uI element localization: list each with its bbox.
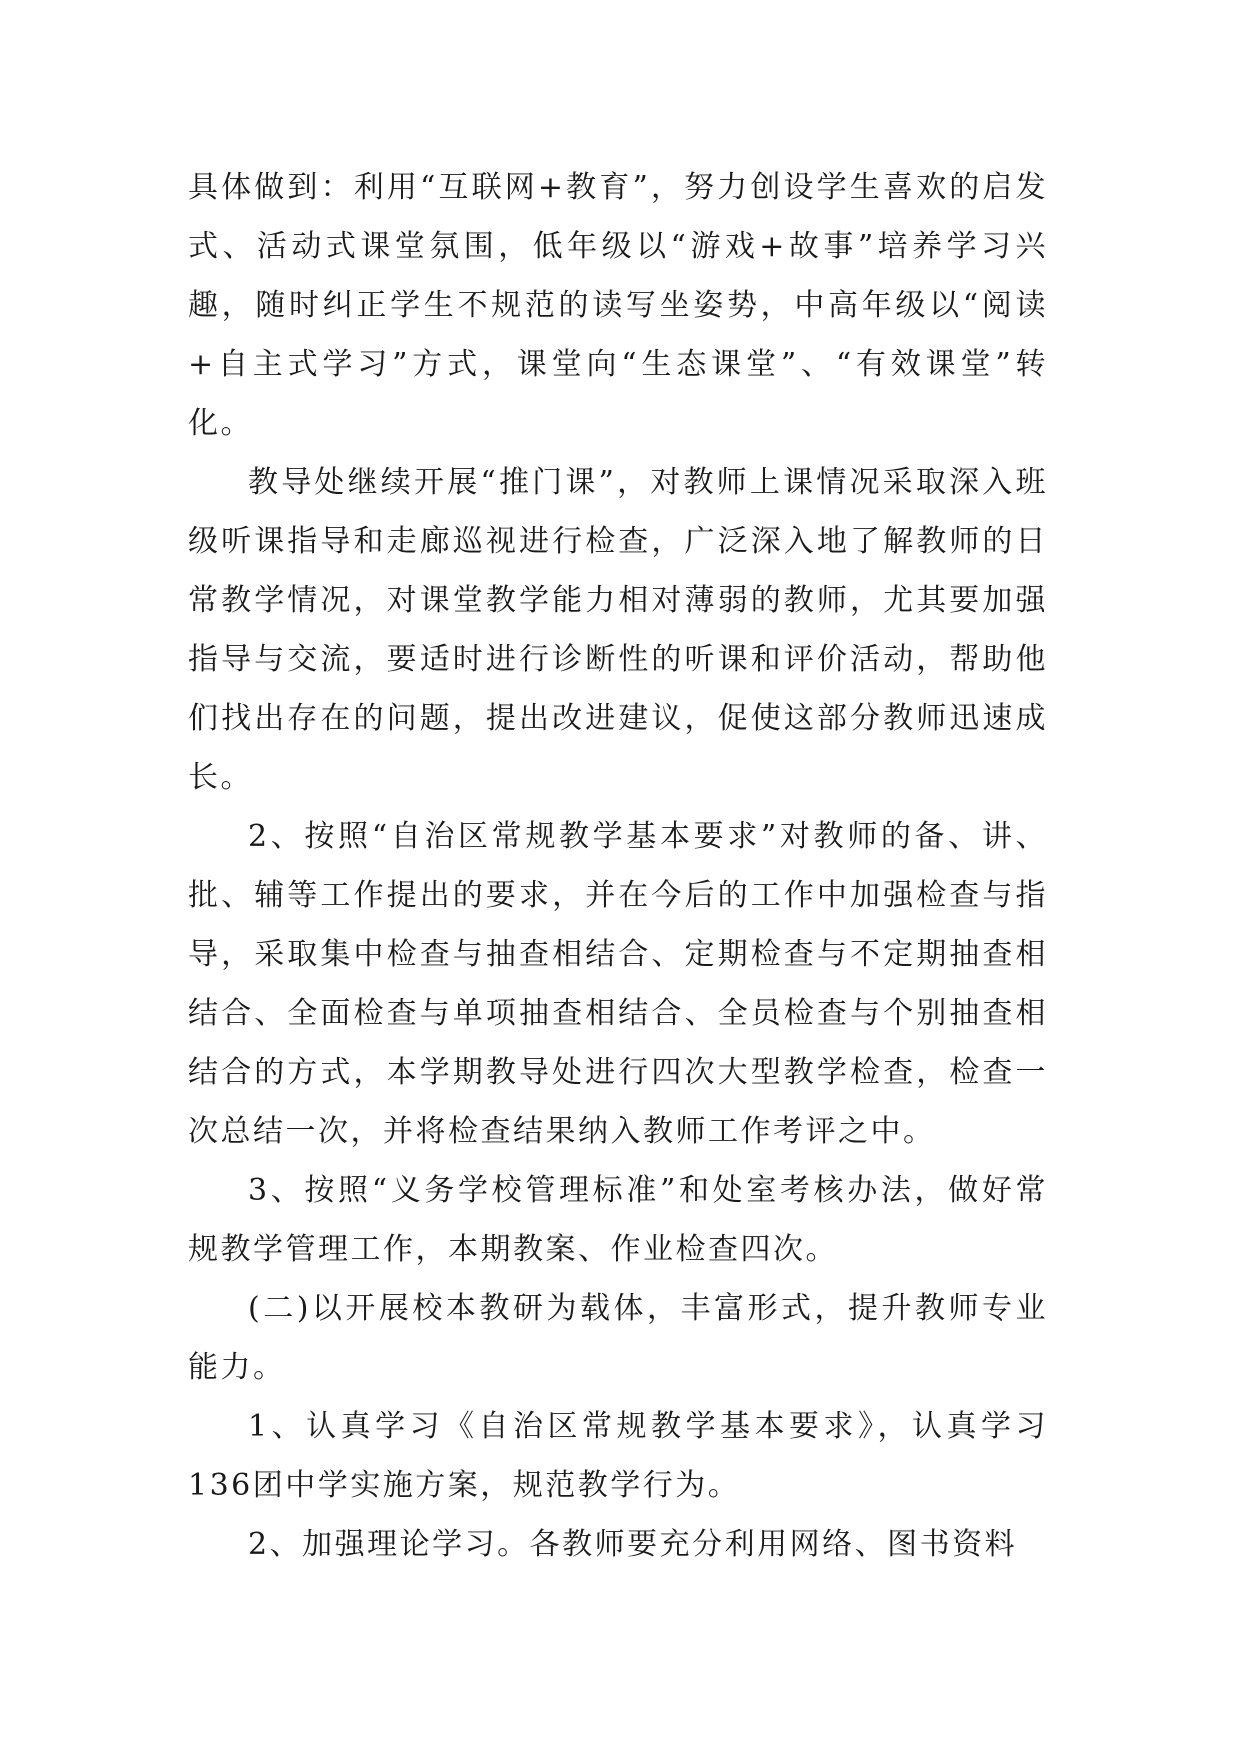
- paragraph-1: 具体做到：利用“互联网+教育”，努力创设学生喜欢的启发式、活动式课堂氛围，低年级以“游戏+故事”培养学习兴趣，随时纠正学生不规范的读写坐姿势，中高年级以“阅读+自主式学习”方式，课堂向“生态课堂”、“有效课堂”转化。: [188, 170, 1048, 441]
- document-body: [188, 158, 1048, 1574]
- paragraph-3: 2、按照“自治区常规教学基本要求”对教师的备、讲、批、辅等工作提出的要求，并在今后的工作中加强检查与指导，采取集中检查与抽查相结合、定期检查与不定期抽查相结合、全面检查与单项抽查相结合、全员检查与个别抽查相结合的方式，本学期教导处进行四次大型教学检查，检查一次总结一次，并将检查结果纳入教师工作考评之中。: [188, 819, 1048, 1149]
- paragraph-5: (二)以开展校本教研为载体，丰富形式，提升教师专业能力。: [188, 1291, 1048, 1385]
- paragraph-2: 教导处继续开展“推门课”，对教师上课情况采取深入班级听课指导和走廊巡视进行检查，广泛深入地了解教师的日常教学情况，对课堂教学能力相对薄弱的教师，尤其要加强指导与交流，要适时进行诊断性的听课和评价活动，帮助他们找出存在的问题，提出改进建议，促使这部分教师迅速成长。: [188, 465, 1048, 795]
- paragraph-4: 3、按照“义务学校管理标准”和处室考核办法，做好常规教学管理工作，本期教案、作业检查四次。: [188, 1173, 1048, 1267]
- paragraph-7: 2、加强理论学习。各教师要充分利用网络、图书资料: [248, 1527, 1018, 1562]
- paragraph-6: 1、认真学习《自治区常规教学基本要求》，认真学习136团中学实施方案，规范教学行为。: [188, 1409, 1048, 1503]
